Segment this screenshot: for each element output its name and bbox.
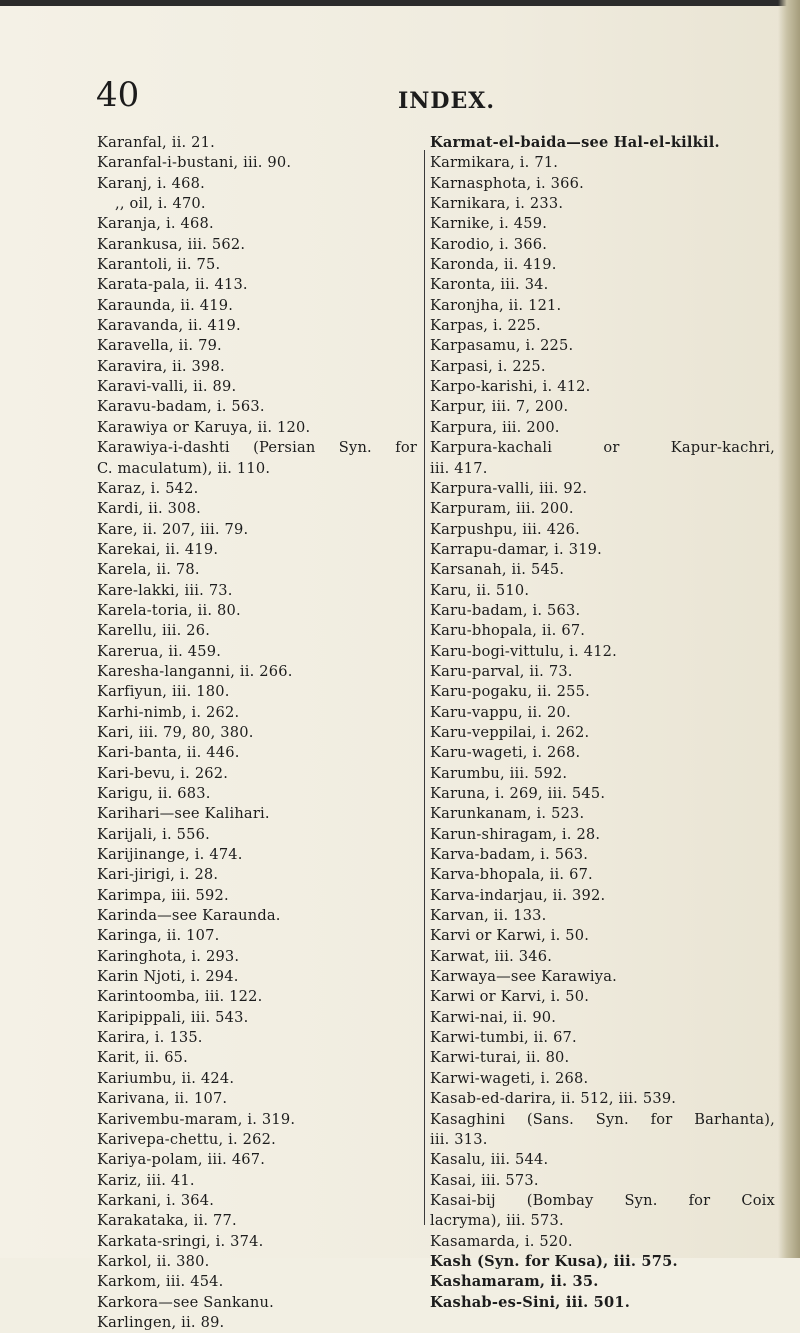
index-entry: Karmat-el-baida—see Hal-el-kilkil. xyxy=(430,134,720,151)
index-entry: Karanfal, ii. 21. xyxy=(97,134,215,151)
index-entry: Karigu, ii. 683. xyxy=(97,785,211,802)
index-entry: Karellu, iii. 26. xyxy=(97,622,211,640)
index-entry: Karaunda, ii. 419. xyxy=(97,296,234,314)
index-entry: Karela, ii. 78. xyxy=(97,561,200,579)
index-entry: Karavella, ii. 79. xyxy=(97,337,222,355)
index-entry: Karanfal-i-bustani, iii. 90. xyxy=(97,154,292,172)
index-entry: Karu-parval, ii. 73. xyxy=(430,662,573,680)
index-entry: Karawiya or Karuya, ii. 120. xyxy=(97,418,311,436)
index-entry: Karonjha, ii. 121. xyxy=(430,296,562,314)
index-entry: Karpura, iii. 200. xyxy=(430,418,560,436)
index-entry: Karkom, iii. 454. xyxy=(97,1273,224,1291)
index-entry: Karrapu-damar, i. 319. xyxy=(430,540,602,558)
index-entry: Karwi-nai, ii. 90. xyxy=(430,1008,557,1026)
index-entry: Karfiyun, iii. 180. xyxy=(97,683,230,701)
index-entry: Karijinange, i. 474. xyxy=(97,846,243,864)
index-entry: Karuna, i. 269, iii. 545. xyxy=(430,785,606,802)
index-entry: Karaz, i. 542. xyxy=(97,479,199,497)
index-entry: Kariz, iii. 41. xyxy=(97,1171,195,1189)
index-entry: Karwi-turai, ii. 80. xyxy=(430,1049,570,1067)
index-entry: Karavanda, ii. 419. xyxy=(97,317,241,335)
index-entry: Kash (Syn. for Kusa), iii. 575. xyxy=(430,1252,678,1270)
index-entry: Karkata-sringi, i. 374. xyxy=(97,1232,264,1250)
index-entry: Karpas, i. 225. xyxy=(430,317,541,335)
index-entry: Karanja, i. 468. xyxy=(97,215,214,233)
index-entry: Karivana, ii. 107. xyxy=(97,1090,228,1108)
index-entry: Karpasi, i. 225. xyxy=(430,357,546,375)
index-entry: Kasalu, iii. 544. xyxy=(430,1151,549,1169)
index-entry: Kardi, ii. 308. xyxy=(97,500,201,518)
index-entry: Kari-jirigi, i. 28. xyxy=(97,866,219,884)
index-entry: Karva-indarjau, ii. 392. xyxy=(430,886,606,904)
index-column-left xyxy=(97,133,417,1333)
index-entry: Karipippali, iii. 543. xyxy=(97,1008,249,1026)
index-entry: Karivepa-chettu, i. 262. xyxy=(97,1130,276,1148)
index-entry: Karun-shiragam, i. 28. xyxy=(430,825,601,843)
index-entry: Karvi or Karwi, i. 50. xyxy=(430,927,590,945)
index-entry: Karintoomba, iii. 122. xyxy=(97,988,263,1006)
index-entry: Kari-bevu, i. 262. xyxy=(97,764,229,782)
index-entry: Karu-pogaku, ii. 255. xyxy=(430,683,590,701)
index-entry: Karit, ii. 65. xyxy=(97,1049,189,1067)
index-entry: Karata-pala, ii. 413. xyxy=(97,276,248,294)
index-entry: Kasaghini (Sans. Syn. for Barhanta), xyxy=(430,1110,775,1128)
index-entry: Karpushpu, iii. 426. xyxy=(430,520,581,538)
index-entry: Karpuram, iii. 200. xyxy=(430,500,574,518)
index-entry: Karivembu-maram, i. 319. xyxy=(97,1110,296,1128)
index-entry: Karsanah, ii. 545. xyxy=(430,561,565,579)
index-entry: Kasab-ed-darira, ii. 512, iii. 539. xyxy=(430,1090,677,1108)
index-entry: Karerua, ii. 459. xyxy=(97,642,222,660)
index-entry: Kasai-bij (Bombay Syn. for Coix xyxy=(430,1191,775,1209)
index-entry: Karavu-badam, i. 563. xyxy=(97,398,265,416)
index-entry: Karu-badam, i. 563. xyxy=(430,601,581,619)
index-entry: Karavi-valli, ii. 89. xyxy=(97,378,237,396)
index-entry: lacryma), iii. 573. xyxy=(430,1212,564,1230)
index-entry: Karira, i. 135. xyxy=(97,1029,203,1047)
index-entry: Kariya-polam, iii. 467. xyxy=(97,1151,266,1169)
index-entry: Karwi or Karvi, i. 50. xyxy=(430,988,590,1006)
index-entry: Karekai, ii. 419. xyxy=(97,540,219,558)
index-entry: Karu, ii. 510. xyxy=(430,581,530,599)
index-entry: Karankusa, iii. 562. xyxy=(97,235,246,253)
index-entry: Karinda—see Karaunda. xyxy=(97,907,281,925)
index-entry: Kasamarda, i. 520. xyxy=(430,1232,573,1250)
index-column-right xyxy=(430,133,775,1313)
index-entry: Karijali, i. 556. xyxy=(97,825,210,843)
index-entry: Karkora—see Sankanu. xyxy=(97,1293,274,1311)
index-entry: Karnike, i. 459. xyxy=(430,215,548,233)
index-entry: C. maculatum), ii. 110. xyxy=(97,459,271,477)
index-entry: iii. 313. xyxy=(430,1130,488,1148)
index-entry: Kari, iii. 79, 80, 380. xyxy=(97,723,254,741)
index-entry: Karkani, i. 364. xyxy=(97,1191,215,1209)
index-entry: Karesha-langanni, ii. 266. xyxy=(97,662,293,680)
index-entry: Kare-lakki, iii. 73. xyxy=(97,581,233,599)
index-entry: Karwat, iii. 346. xyxy=(430,947,553,965)
index-entry: Kashamaram, ii. 35. xyxy=(430,1273,599,1291)
index-entry: Karvan, ii. 133. xyxy=(430,907,547,925)
index-entry: Kashab-es-Sini, iii. 501. xyxy=(430,1293,630,1311)
index-entry: Karwaya—see Karawiya. xyxy=(430,968,617,986)
index-entry: Karonta, iii. 34. xyxy=(430,276,549,294)
index-entry: Karin Njoti, i. 294. xyxy=(97,968,239,986)
index-entry: Karnikara, i. 233. xyxy=(430,195,564,213)
index-entry: Kasai, iii. 573. xyxy=(430,1171,539,1189)
index-entry: Karpura-kachali or Kapur-kachri, xyxy=(430,439,775,457)
index-entry: Karpo-karishi, i. 412. xyxy=(430,378,591,396)
index-entry: Karhi-nimb, i. 262. xyxy=(97,703,240,721)
index-entry: Karu-bhopala, ii. 67. xyxy=(430,622,586,640)
index-entry: Karu-bogi-vittulu, i. 412. xyxy=(430,642,618,660)
index-entry: Karantoli, ii. 75. xyxy=(97,256,221,274)
running-head: INDEX. xyxy=(398,88,495,114)
index-entry: Karpasamu, i. 225. xyxy=(430,337,574,355)
index-entry: Karva-badam, i. 563. xyxy=(430,846,589,864)
index-entry: ,, oil, i. 470. xyxy=(115,195,206,213)
index-entry: Karela-toria, ii. 80. xyxy=(97,601,241,619)
top-rule xyxy=(0,0,800,6)
index-entry: Karanj, i. 468. xyxy=(97,174,205,192)
index-entry: Karimpa, iii. 592. xyxy=(97,886,229,904)
index-entry: Karva-bhopala, ii. 67. xyxy=(430,866,593,884)
index-entry: Karu-vappu, ii. 20. xyxy=(430,703,571,721)
index-entry: Karinghota, i. 293. xyxy=(97,947,240,965)
index-entry: Kare, ii. 207, iii. 79. xyxy=(97,520,249,538)
index-entry: Kari-banta, ii. 446. xyxy=(97,744,240,762)
index-entry: Karawiya-i-dashti (Persian Syn. for xyxy=(97,439,417,457)
index-entry: Karwi-wageti, i. 268. xyxy=(430,1069,589,1087)
index-entry: Karwi-tumbi, ii. 67. xyxy=(430,1029,577,1047)
index-entry: Karmikara, i. 71. xyxy=(430,154,559,172)
index-entry: Kariumbu, ii. 424. xyxy=(97,1069,235,1087)
index-entry: Karkol, ii. 380. xyxy=(97,1252,210,1270)
page-number: 40 xyxy=(96,75,140,115)
index-entry: Karavira, ii. 398. xyxy=(97,357,225,375)
index-entry: Karodio, i. 366. xyxy=(430,235,548,253)
index-entry: Karpura-valli, iii. 92. xyxy=(430,479,588,497)
index-entry: Karpur, iii. 7, 200. xyxy=(430,398,569,416)
index-entry: iii. 417. xyxy=(430,459,488,477)
index-entry: Karu-wageti, i. 268. xyxy=(430,744,581,762)
index-entry: Karumbu, iii. 592. xyxy=(430,764,568,782)
index-entry: Karonda, ii. 419. xyxy=(430,256,557,274)
index-entry: Karnasphota, i. 366. xyxy=(430,174,584,192)
index-entry: Karihari—see Kalihari. xyxy=(97,805,270,823)
index-entry: Karakataka, ii. 77. xyxy=(97,1212,237,1230)
column-divider xyxy=(424,150,425,1225)
index-entry: Karlingen, ii. 89. xyxy=(97,1313,225,1331)
index-entry: Karinga, ii. 107. xyxy=(97,927,220,945)
index-entry: Karunkanam, i. 523. xyxy=(430,805,585,823)
page-edge-shadow xyxy=(778,0,800,1258)
index-entry: Karu-veppilai, i. 262. xyxy=(430,723,590,741)
